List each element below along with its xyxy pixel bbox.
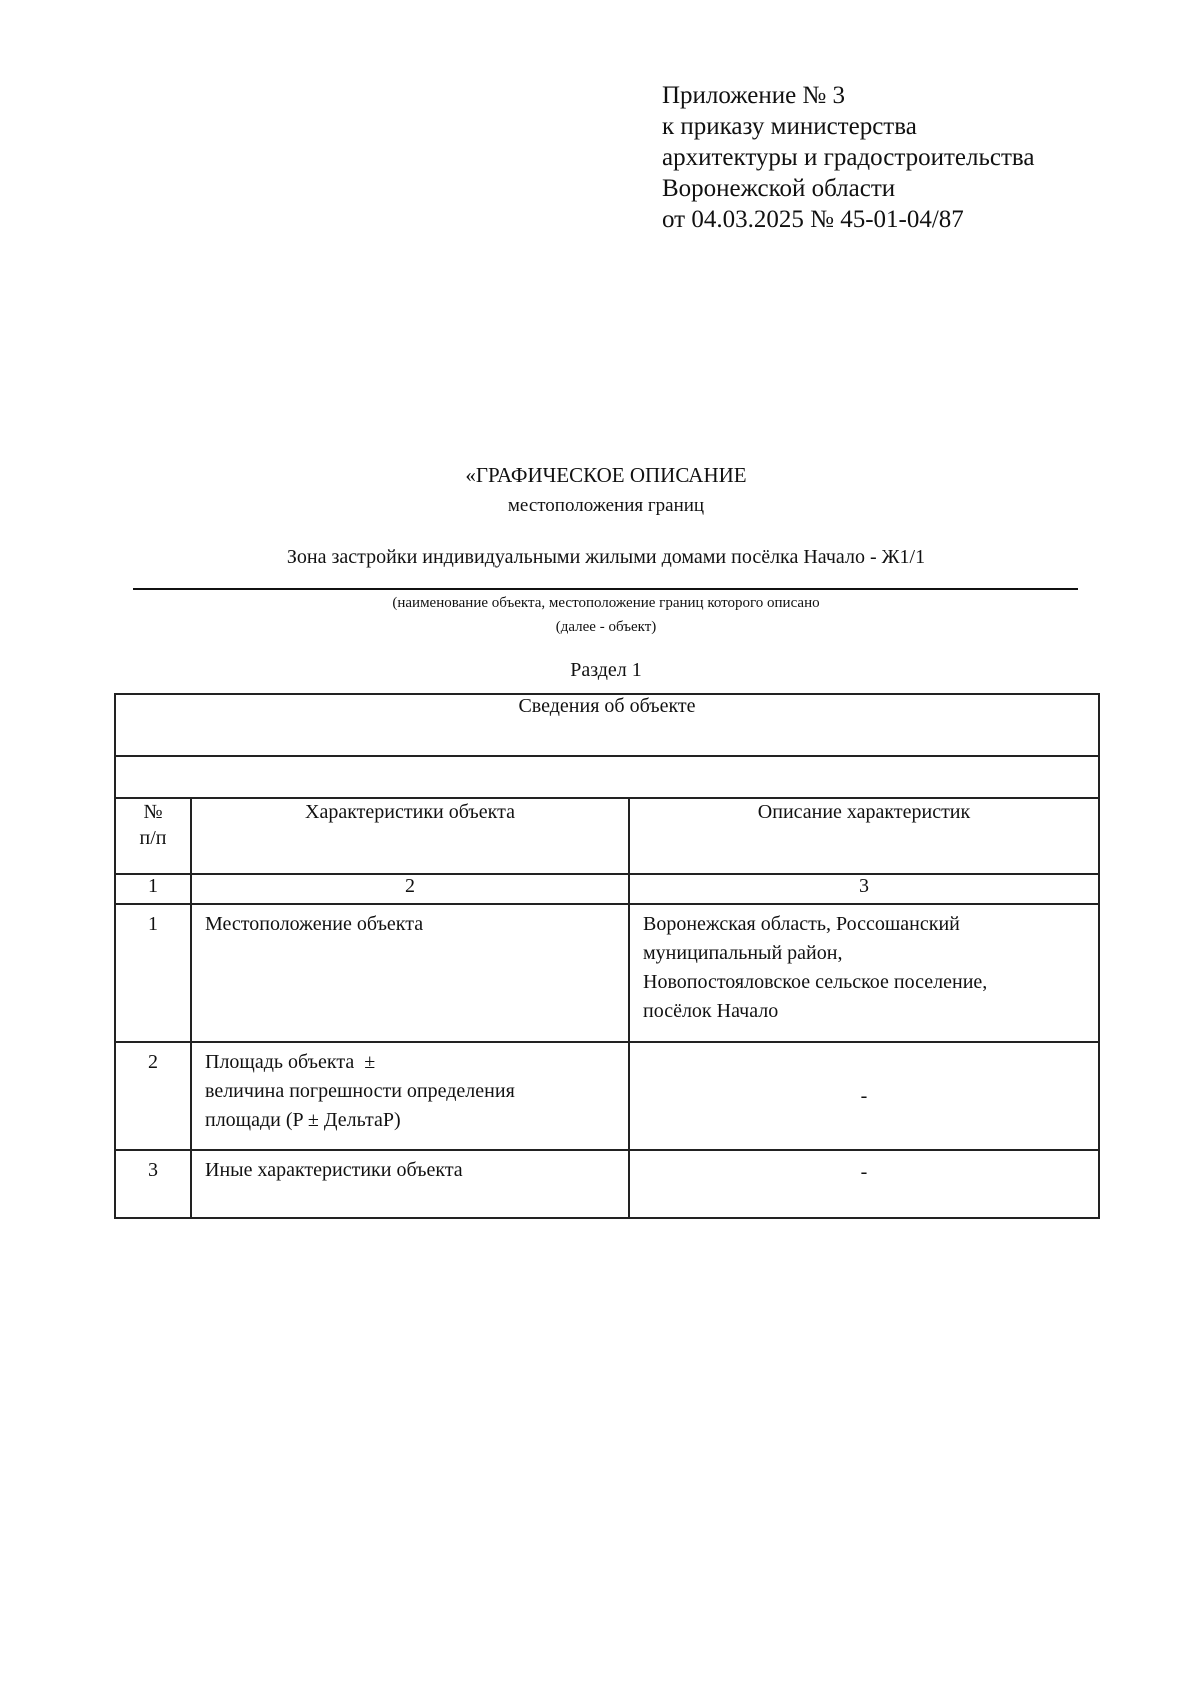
row-characteristic: Местоположение объекта [191,904,629,1042]
appendix-order-date: от 04.03.2025 № 45-01-04/87 [662,206,964,233]
column-header-number-line1: № [143,801,163,823]
column-number-1: 1 [115,874,191,904]
row-characteristic: Иные характеристики объекта [191,1150,629,1218]
appendix-number: Приложение № 3 [662,82,846,109]
table-empty-row [115,756,1099,798]
table-heading: Сведения об объекте [115,694,1099,756]
row-description-line: посёлок Начало [643,1000,779,1022]
column-number-row [115,874,1099,904]
column-header-number-line2: п/п [139,827,167,849]
appendix-region: Воронежской области [662,175,896,202]
appendix-ministry: архитектуры и градостроительства [662,144,1035,171]
object-name-underline [133,588,1078,590]
document-title: «ГРАФИЧЕСКОЕ ОПИСАНИЕ [465,463,747,487]
row-number: 2 [115,1042,191,1150]
row-number: 1 [115,904,191,1042]
object-name-caption-line2: (далее - объект) [555,619,657,635]
row-description-line: Новопостояловское сельское поселение, [643,971,988,993]
row-characteristic-line: площади (P ± ДельтаP) [205,1109,401,1131]
section-label: Раздел 1 [570,659,642,681]
object-name-caption-line1: (наименование объекта, местоположение границ которого описано [392,595,820,611]
column-header-characteristics: Характеристики объекта [191,798,629,874]
document-subtitle: местоположения границ [507,495,705,516]
column-header-description: Описание характеристик [629,798,1099,874]
column-header-number [115,798,191,874]
row-description: - [629,1042,1099,1150]
row-description-line: Воронежская область, Россошанский [643,913,960,935]
column-number-3: 3 [629,874,1099,904]
row-number: 3 [115,1150,191,1218]
appendix-order-ref: к приказу министерства [662,113,917,140]
appendix-header [662,80,1034,235]
object-info-table [114,693,1100,1219]
table-empty-cell [115,756,1099,798]
column-header-row [115,798,1099,874]
column-number-2: 2 [191,874,629,904]
object-name: Зона застройки индивидуальными жилыми домами посёлка Начало - Ж1/1 [286,546,926,568]
table-row [115,1150,1099,1218]
row-description [629,904,1099,1042]
table-row [115,1042,1099,1150]
row-description: - [629,1150,1099,1218]
row-characteristic-line: величина погрешности определения [205,1080,515,1102]
table-row [115,904,1099,1042]
row-characteristic [191,1042,629,1150]
row-description-line: муниципальный район, [643,942,843,964]
row-characteristic-line: Площадь объекта ± [205,1051,376,1073]
table-heading-row [115,694,1099,756]
